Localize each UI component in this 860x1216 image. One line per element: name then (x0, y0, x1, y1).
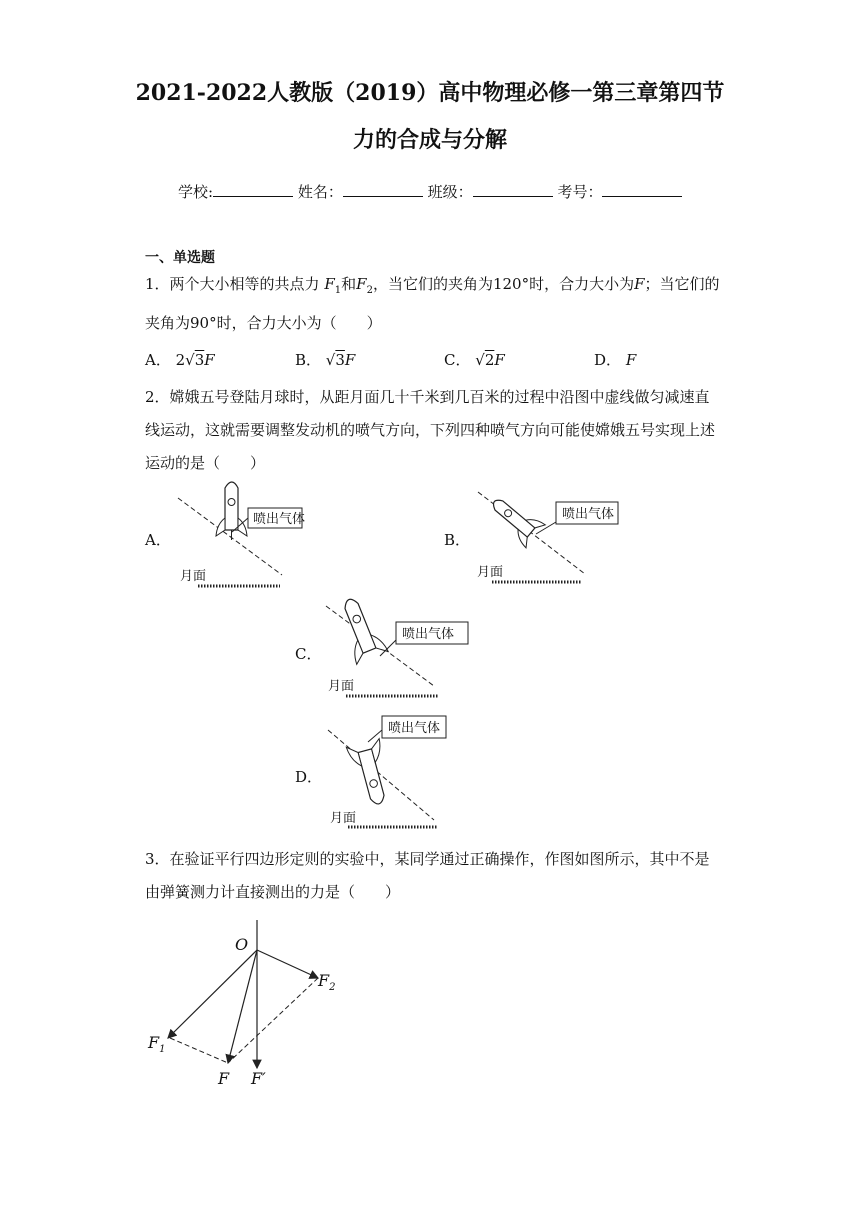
name-label: 姓名： (297, 183, 343, 201)
q2-diagram-d (320, 712, 455, 832)
q3-line2: 由弹簧测力计直接测出的力是（ ） (145, 883, 401, 901)
question-1 (145, 268, 730, 340)
q2-line1: 2．嫦娥五号登陆月球时，从距月面几十千米到几百米的过程中沿图中虚线做匀减速直 (145, 388, 710, 406)
f1-label: $F_1$ (148, 1033, 166, 1055)
moon-label-b: 月面 (477, 565, 504, 580)
moon-label-c: 月面 (328, 679, 355, 694)
gas-label-a: 喷出气体 (253, 512, 306, 527)
question-2 (145, 381, 730, 480)
question-3 (145, 843, 730, 909)
q2-diagram-b (470, 484, 630, 589)
document-title-line2: 力的合成与分解 (352, 127, 507, 153)
parallelogram-side-1 (170, 1038, 228, 1063)
rocket-icon (346, 739, 395, 809)
force-f-arrow (228, 950, 257, 1063)
q2-option-d[interactable]: D． (295, 768, 323, 786)
gas-label-b: 喷出气体 (562, 507, 615, 522)
f2-label: $F_2$ (318, 971, 336, 993)
exam-no-label: 考号： (557, 183, 603, 201)
name-blank[interactable] (343, 182, 423, 197)
q1-option-a[interactable]: A． 2√3F (145, 351, 215, 369)
point-o-label: O (235, 935, 249, 954)
moon-label-d: 月面 (330, 811, 357, 826)
q2-option-a[interactable]: A． (145, 531, 171, 549)
document-title-line1: 2021-2022人教版（2019）高中物理必修一第三章第四节 (135, 80, 725, 106)
q1-line1: 1．两个大小相等的共点力 $F_1$和$F_2$，当它们的夹角为120°时，合力大小为F；当它们的 (145, 275, 720, 296)
q2-line2: 线运动，这就需要调整发动机的喷气方向，下列四种喷气方向可能使嫦娥五号实现上述 (145, 421, 716, 439)
fprime-label: F′ (251, 1069, 266, 1088)
q2-diagram-c (320, 594, 475, 704)
q1-option-c[interactable]: C． √2F (444, 351, 505, 369)
section-heading: 一、单选题 (145, 250, 215, 266)
exam-no-blank[interactable] (602, 182, 682, 197)
parallelogram-side-2 (228, 978, 318, 1063)
rocket-icon (485, 490, 546, 548)
q1-option-b[interactable]: B． √3F (295, 351, 356, 369)
student-info-line (178, 181, 682, 202)
q2-diagram-a (170, 480, 310, 590)
rocket-icon (333, 594, 388, 664)
q2-line3: 运动的是（ ） (145, 454, 266, 472)
force-f2-arrow (257, 950, 318, 978)
class-label: 班级： (427, 183, 473, 201)
q1-option-d[interactable]: D． F (594, 351, 637, 369)
q2-option-c[interactable]: C． (295, 645, 322, 663)
gas-label-c: 喷出气体 (402, 627, 455, 642)
school-blank[interactable] (213, 182, 293, 197)
q1-line2: 夹角为90°时，合力大小为（ ） (145, 314, 382, 332)
force-f1-arrow (168, 950, 257, 1038)
q3-line1: 3．在验证平行四边形定则的实验中，某同学通过正确操作，作图如图所示，其中不是 (145, 850, 710, 868)
rocket-icon (216, 482, 247, 540)
f-label: F (218, 1069, 230, 1088)
moon-label-a: 月面 (180, 569, 207, 584)
gas-label-d: 喷出气体 (388, 721, 441, 736)
q2-option-b[interactable]: B． (444, 531, 471, 549)
school-label: 学校: (178, 183, 214, 201)
q3-force-diagram (140, 918, 350, 1093)
class-blank[interactable] (473, 182, 553, 197)
